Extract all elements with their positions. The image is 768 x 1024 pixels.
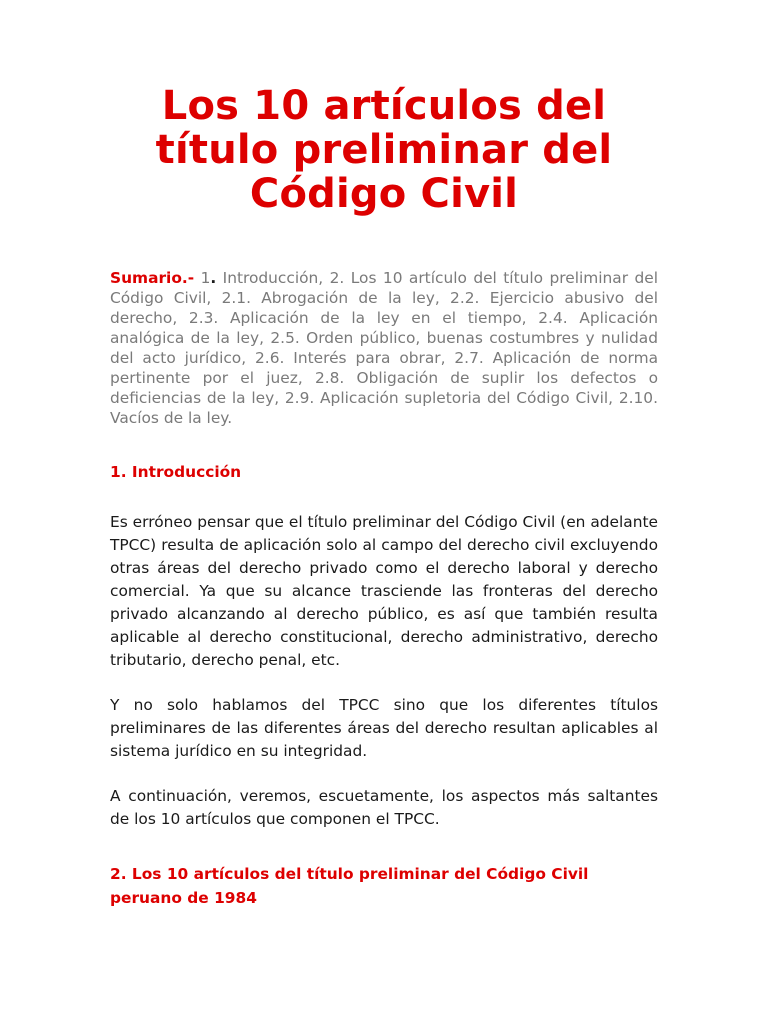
title-line-3: Código Civil bbox=[249, 171, 519, 217]
summary-first-number-dot: . bbox=[210, 269, 217, 287]
section-heading-articulos: 2. Los 10 artículos del título preliminar del Código Civil peruano de 1984 bbox=[110, 865, 589, 907]
summary-first-number-digit: 1 bbox=[200, 269, 211, 287]
title-line-2: título preliminar del bbox=[155, 127, 613, 173]
title-line-1: Los 10 artículos del bbox=[161, 83, 607, 129]
body-paragraph: A continuación, veremos, escuetamente, los aspectos más saltantes de los 10 artículos que componen el TPCC. bbox=[110, 787, 658, 828]
document-title bbox=[110, 0, 658, 216]
body-paragraph: Es erróneo pensar que el título preliminar del Código Civil (en adelante TPCC) resulta de aplicación solo al campo del derecho civil excluyendo otras áreas del derecho privado como el derecho laboral y derecho comercial. Ya que su alcance trasciende las fronteras del derecho privado alcanzando al derecho público, es así que también resulta aplicable al derecho constitucional, derecho administrativo, derecho tributario, derecho penal, etc. bbox=[110, 513, 658, 669]
summary-paragraph bbox=[110, 268, 658, 428]
summary-first-number bbox=[201, 269, 217, 287]
body-paragraph: Y no solo hablamos del TPCC sino que los diferentes títulos preliminares de las diferentes áreas del derecho resultan aplicables al sistema jurídico en su integridad. bbox=[110, 696, 658, 760]
section-heading-introduccion: 1. Introducción bbox=[110, 463, 242, 481]
summary-label: Sumario.- bbox=[110, 269, 195, 287]
summary-text: Introducción, 2. Los 10 artículo del título preliminar del Código Civil, 2.1. Abrogación de la ley, 2.2. Ejercicio abusivo del derecho, 2.3. Aplicación de la ley en el tiempo, 2.4. Aplicación analógica de la ley, 2.5. Orden público, buenas costumbres y nulidad del acto jurídico, 2.6. Interés para obrar, 2.7. Aplicación de norma pertinente por el juez, 2.8. Obligación de suplir los defectos o deficiencias de la ley, 2.9. Aplicación supletoria del Código Civil, 2.10. Vacíos de la ley. bbox=[110, 269, 658, 427]
